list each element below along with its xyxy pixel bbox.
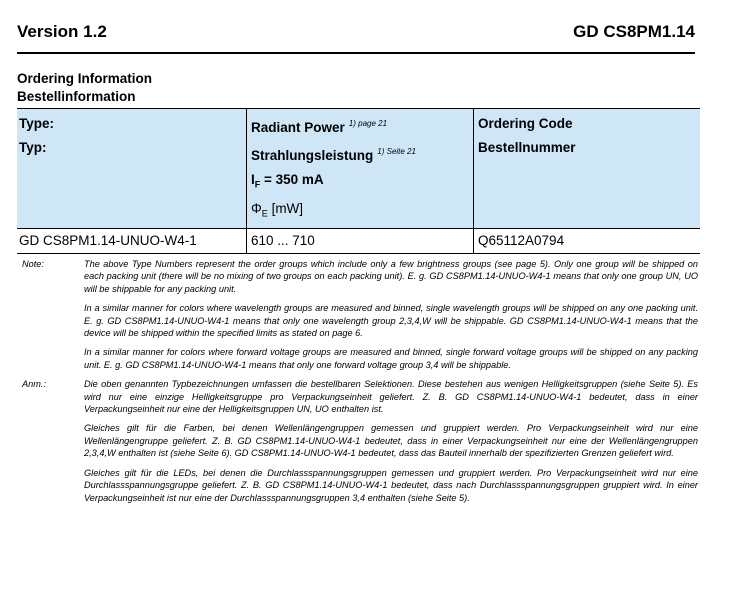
col-type-en: Type:: [19, 116, 55, 131]
anm-body: [84, 378, 698, 511]
col-power-condition: [251, 168, 471, 197]
cond-symbol: I: [251, 172, 255, 187]
col-power-unit: [251, 197, 471, 226]
note-en: [22, 258, 698, 378]
col-type-de: Typ:: [19, 140, 47, 155]
col-power-en-ref: 1) page 21: [348, 119, 388, 128]
notes-section: [22, 258, 698, 511]
note-paragraph: The above Type Numbers represent the order groups which include only a few brightness groups (see page 5). Only one group will be shipped on each packing unit (there will be no mixing of two groups on each packing unit). E. g. GD CS8PM1.14-UNUO-W4-1 means that only one group UN, UO will be shippable for any packing unit.: [84, 259, 698, 294]
anm-paragraph: Gleiches gilt für die LEDs, bei denen die Durchlassspannungsgruppen gemessen und gruppiert werden. Pro Verpackungseinheit wird nur eine Durchlassspannungsgruppe geliefert. Z. B. GD CS8PM1.14-UNUO-W4-1 bedeutet, dass nach Durchlassspannungsgruppen gruppiert wird. In einer Verpackungseinheit ist nur eine der Durchlassspannungsgruppen 3,4 enthalten (siehe Seite 5).: [84, 467, 698, 503]
note-paragraph: In a similar manner for colors where wavelength groups are measured and binned, single wavelength groups will be shipped on any one packing unit. E. g. GD CS8PM1.14-UNUO-W4-1 means that only one wavelength group 2,3,4,W will be shippable. GD CS8PM1.14-UNUO-W4-1 means that the device will be shipped within the specified limits as stated on page 6.: [84, 303, 698, 339]
header-rule: [17, 52, 695, 54]
section-title-de: Bestellinformation: [17, 89, 136, 104]
col-power-de-ref: 1) Seite 21: [377, 147, 416, 156]
col-power-de: Strahlungsleistung: [251, 148, 374, 163]
note-de: [22, 378, 698, 511]
col-type-header: [17, 109, 247, 229]
doc-version: Version 1.2: [17, 22, 107, 41]
ordering-table: [17, 108, 700, 254]
col-power-de-line: [251, 140, 471, 168]
col-power-en-line: [251, 112, 471, 140]
table-header-row: [17, 109, 700, 229]
unit-symbol: Φ: [251, 200, 262, 216]
cell-code: Q65112A0794: [474, 229, 701, 254]
cell-power: 610 ... 710: [247, 229, 474, 254]
anm-paragraph: Gleiches gilt für die Farben, bei denen Wellenlängengruppen gemessen und gruppiert werden. Pro Verpackungseinheit wird nur eine Wellenlängengruppe geliefert. Z. B. GD CS8PM1.14-UNUO-W4-1 bedeutet, dass in einer Verpackungseinheit nur eine der Wellenlängengruppen 2,3,4,W enthalten ist (siehe Seite 6). GD CS8PM1.14-UNUO-W4-1 bedeutet, dass das Bauteil innerhalb der spezifizierten Grenzen geliefert wird.: [84, 423, 698, 459]
col-code-de: Bestellnummer: [478, 140, 576, 155]
section-title: [17, 70, 152, 106]
unit-value: [mW]: [271, 200, 304, 216]
col-code-header: [474, 109, 701, 229]
col-power-en: Radiant Power: [251, 120, 345, 135]
anm-label: Anm.:: [22, 379, 46, 390]
section-title-en: Ordering Information: [17, 71, 152, 86]
cell-type: GD CS8PM1.14-UNUO-W4-1: [17, 229, 247, 254]
doc-part-number: GD CS8PM1.14: [573, 22, 695, 41]
unit-subscript: E: [261, 208, 268, 219]
anm-paragraph: Die oben genannten Typbezeichnungen umfassen die bestellbaren Selektionen. Diese bestehen aus wenigen Helligkeitsgruppen (siehe Seite 5). Es wird nur eine einzige Helligkeitsgruppe pro Verpackungseinheit geliefert. Z. B. GD CS8PM1.14-UNUO-W4-1 bedeutet, dass in einer Verpackungseinheit nur eine der Helligkeitsgruppen UN, UO enthalten ist.: [84, 379, 698, 415]
table-row: [17, 229, 700, 254]
col-code-en: Ordering Code: [478, 116, 573, 131]
cond-subscript: F: [254, 179, 261, 190]
note-body: [84, 258, 698, 378]
col-power-header: [247, 109, 474, 229]
note-paragraph: In a similar manner for colors where forward voltage groups are measured and binned, single forward voltage groups will be shipped on any packing unit. E. g. GD CS8PM1.14-UNUO-W4-1 means that only one forward voltage group 3,4 will be shippable.: [84, 347, 698, 370]
note-label: Note:: [22, 259, 44, 269]
cond-value: = 350 mA: [260, 172, 324, 187]
